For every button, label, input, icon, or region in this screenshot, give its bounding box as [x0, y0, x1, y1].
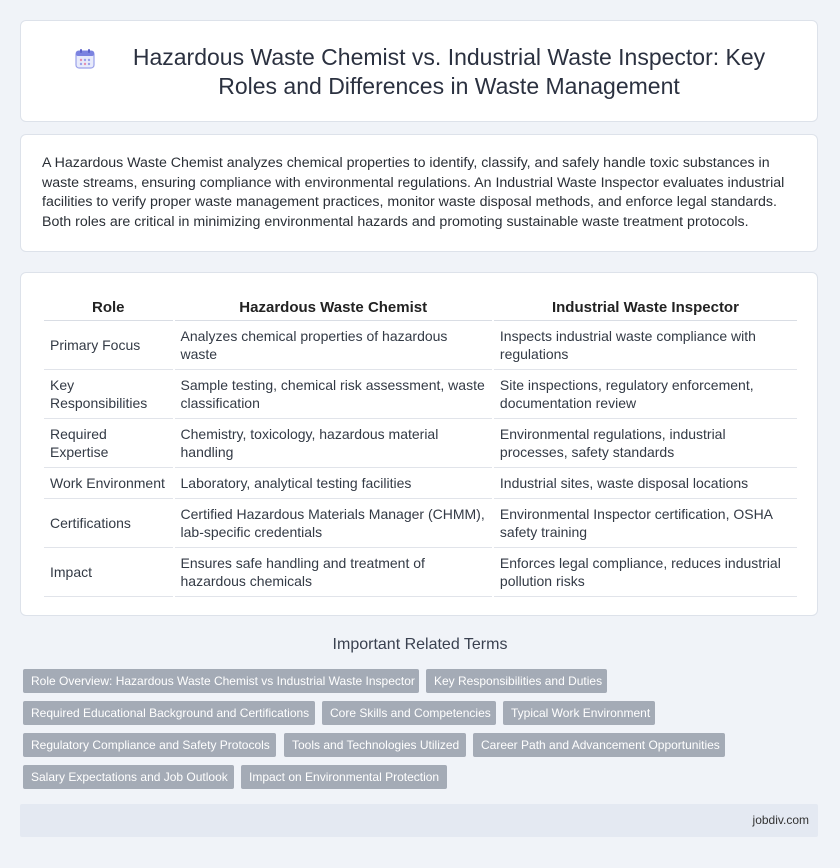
table-row — [44, 499, 797, 548]
tag-career-path[interactable]: Career Path and Advancement Opportunities — [473, 733, 725, 757]
inspector-cell: Site inspections, regulatory enforcement, documentation review — [494, 370, 797, 419]
page-title: Hazardous Waste Chemist vs. Industrial Waste Inspector: Key Roles and Differences in Waste Management — [132, 44, 766, 99]
tag-salary-outlook[interactable]: Salary Expectations and Job Outlook — [23, 765, 234, 789]
chemist-cell: Laboratory, analytical testing facilities — [175, 468, 492, 499]
tag-core-skills[interactable]: Core Skills and Competencies — [322, 701, 496, 725]
table-row — [44, 419, 797, 468]
intro-paragraph: A Hazardous Waste Chemist analyzes chemical properties to identify, classify, and safely handle toxic substances in waste streams, ensuring compliance with environmental regulations. An Industrial Waste Inspector evaluates industrial facilities to verify proper waste management practices, monitor waste disposal methods, and enforce legal standards. Both roles are critical in minimizing environmental hazards and promoting sustainable waste treatment protocols. — [42, 155, 785, 230]
inspector-cell: Industrial sites, waste disposal locations — [494, 468, 797, 499]
tag-tools-technologies[interactable]: Tools and Technologies Utilized — [284, 733, 466, 757]
tag-role-overview[interactable]: Role Overview: Hazardous Waste Chemist vs Industrial Waste Inspector — [23, 669, 419, 693]
chemist-cell: Sample testing, chemical risk assessment, waste classification — [175, 370, 492, 419]
row-label: Required Expertise — [44, 419, 173, 468]
chemist-cell: Ensures safe handling and treatment of hazardous chemicals — [175, 548, 492, 597]
inspector-cell: Environmental regulations, industrial processes, safety standards — [494, 419, 797, 468]
inspector-cell: Enforces legal compliance, reduces industrial pollution risks — [494, 548, 797, 597]
tag-work-environment[interactable]: Typical Work Environment — [503, 701, 655, 725]
footer — [20, 804, 818, 837]
chemist-cell: Analyzes chemical properties of hazardous waste — [175, 321, 492, 370]
footer-site-link[interactable]: jobdiv.com — [752, 813, 809, 827]
row-label: Impact — [44, 548, 173, 597]
tag-key-responsibilities[interactable]: Key Responsibilities and Duties — [426, 669, 607, 693]
comparison-table-card — [20, 272, 818, 616]
chemist-cell: Certified Hazardous Materials Manager (CHMM), lab-specific credentials — [175, 499, 492, 548]
table-row — [44, 548, 797, 597]
tag-environmental-impact[interactable]: Impact on Environmental Protection — [241, 765, 447, 789]
inspector-cell: Inspects industrial waste compliance with regulations — [494, 321, 797, 370]
header-role: Role — [44, 294, 173, 321]
tag-educational-background[interactable]: Required Educational Background and Certifications — [23, 701, 315, 725]
row-label: Work Environment — [44, 468, 173, 499]
table-row — [44, 321, 797, 370]
row-label: Certifications — [44, 499, 173, 548]
chemist-cell: Chemistry, toxicology, hazardous material handling — [175, 419, 492, 468]
header-inspector: Industrial Waste Inspector — [494, 294, 797, 321]
comparison-table — [42, 294, 799, 597]
table-row — [44, 370, 797, 419]
calendar-icon — [74, 48, 96, 70]
header-chemist: Hazardous Waste Chemist — [175, 294, 492, 321]
intro-card — [20, 134, 818, 252]
title-card — [20, 20, 818, 122]
table-header-row — [44, 294, 797, 321]
inspector-cell: Environmental Inspector certification, OSHA safety training — [494, 499, 797, 548]
row-label: Primary Focus — [44, 321, 173, 370]
tag-regulatory-compliance[interactable]: Regulatory Compliance and Safety Protocols — [23, 733, 276, 757]
row-label: Key Responsibilities — [44, 370, 173, 419]
table-row — [44, 468, 797, 499]
related-terms-heading: Important Related Terms — [332, 636, 508, 653]
